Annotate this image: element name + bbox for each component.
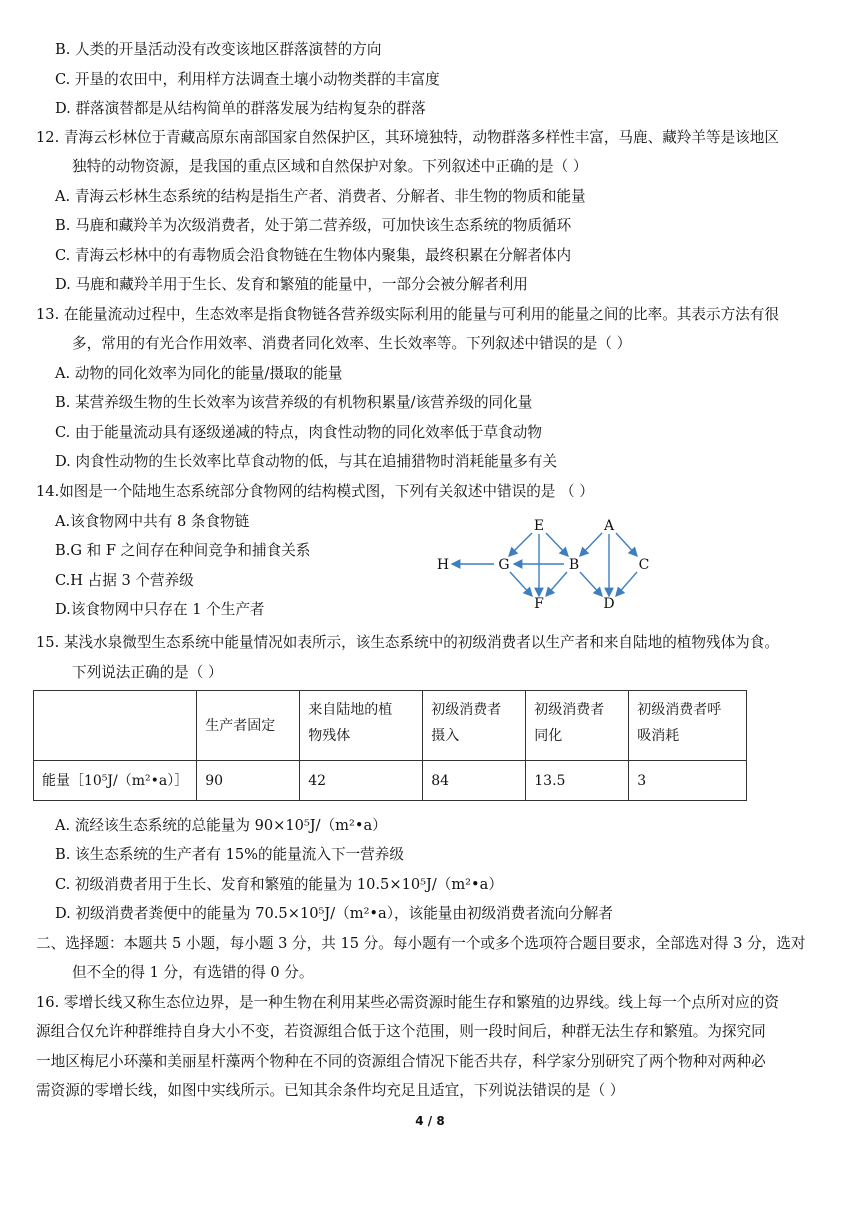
cell-land-plant-residue: 42 xyxy=(300,761,423,801)
edge-b-d xyxy=(580,572,602,596)
q13-stem-line2: 多，常用的有光合作用效率、消费者同化效率、生长效率等。下列叙述中错误的是（ ） xyxy=(72,335,632,352)
cell-primary-assimilated: 13.5 xyxy=(526,761,629,801)
q14-option-b: B.G 和 F 之间存在种间竞争和捕食关系 xyxy=(55,542,311,559)
node-e: E xyxy=(533,518,545,534)
edge-a-b xyxy=(580,533,602,556)
node-f: F xyxy=(534,596,544,612)
q15-stem-line1: 15. 某浅水泉微型生态系统中能量情况如表所示，该生态系统中的初级消费者以生产者和来自陆地的植物残体为食。 xyxy=(36,634,779,651)
header-primary-respiration: 初级消费者呼 吸消耗 xyxy=(629,691,747,761)
q14-option-c: C.H 占据 3 个营养级 xyxy=(55,572,194,589)
header-primary-ingested: 初级消费者 摄入 xyxy=(423,691,526,761)
q12-stem-line1: 12. 青海云杉林位于青藏高原东南部国家自然保护区，其环境独特，动物群落多样性丰富，马鹿、藏羚羊等是该地区 xyxy=(36,129,779,146)
energy-table xyxy=(33,690,747,801)
edge-g-f xyxy=(510,572,532,596)
node-b: B xyxy=(568,557,580,573)
q13-option-a: A. 动物的同化效率为同化的能量/摄取的能量 xyxy=(55,365,343,382)
q13-option-b: B. 某营养级生物的生长效率为该营养级的有机物积累量/该营养级的同化量 xyxy=(55,394,533,411)
header-primary-assimilated: 初级消费者 同化 xyxy=(526,691,629,761)
section2-instructions-line2: 但不全的得 1 分，有选错的得 0 分。 xyxy=(72,964,314,981)
node-d: D xyxy=(603,596,615,612)
node-a: A xyxy=(603,518,615,534)
q12-option-d: D. 马鹿和藏羚羊用于生长、发育和繁殖的能量中，一部分会被分解者利用 xyxy=(55,276,528,293)
q12-option-a: A. 青海云杉林生态系统的结构是指生产者、消费者、分解者、非生物的物质和能量 xyxy=(55,188,586,205)
food-web-diagram xyxy=(430,518,660,618)
cell-producer-fixed: 90 xyxy=(197,761,300,801)
edge-e-b xyxy=(546,533,568,556)
edge-b-f xyxy=(546,572,567,596)
node-g: G xyxy=(498,557,510,573)
q11-option-c: C. 开垦的农田中，利用样方法调查土壤小动物类群的丰富度 xyxy=(55,71,440,88)
q13-option-d: D. 肉食性动物的生长效率比草食动物的低，与其在追捕猎物时消耗能量多有关 xyxy=(55,453,558,470)
q14-option-d: D.该食物网中只存在 1 个生产者 xyxy=(55,601,265,618)
q13-option-c: C. 由于能量流动具有逐级递减的特点，肉食性动物的同化效率低于草食动物 xyxy=(55,424,542,441)
q15-option-a: A. 流经该生态系统的总能量为 90×10⁵J/（m²•a） xyxy=(55,817,387,834)
q16-stem-line1: 16. 零增长线又称生态位边界，是一种生物在利用某些必需资源时能生存和繁殖的边界线。线上每一个点所对应的资 xyxy=(36,994,779,1011)
q14-stem: 14.如图是一个陆地生态系统部分食物网的结构模式图，下列有关叙述中错误的是 （ ） xyxy=(36,483,594,500)
node-h: H xyxy=(436,557,450,573)
section2-instructions-line1: 二、选择题：本题共 5 小题，每小题 3 分，共 15 分。每小题有一个或多个选项符合题目要求，全部选对得 3 分，选对 xyxy=(36,935,806,952)
q14-option-a: A.该食物网中共有 8 条食物链 xyxy=(55,513,250,530)
q15-stem-line2: 下列说法正确的是（ ） xyxy=(72,664,223,681)
cell-primary-respiration: 3 xyxy=(629,761,747,801)
table-row xyxy=(34,761,747,801)
header-land-plant-residue: 来自陆地的植 物残体 xyxy=(300,691,423,761)
q12-option-b: B. 马鹿和藏羚羊为次级消费者，处于第二营养级，可加快该生态系统的物质循环 xyxy=(55,217,572,234)
edge-c-d xyxy=(616,572,637,596)
q15-option-d: D. 初级消费者粪便中的能量为 70.5×10⁵J/（m²•a），该能量由初级消费者流向分解者 xyxy=(55,905,613,922)
q12-option-c: C. 青海云杉林中的有毒物质会沿食物链在生物体内聚集，最终积累在分解者体内 xyxy=(55,247,572,264)
table-corner-cell xyxy=(34,691,197,761)
header-producer-fixed: 生产者固定 xyxy=(197,691,300,761)
q13-stem-line1: 13. 在能量流动过程中，生态效率是指食物链各营养级实际利用的能量与可利用的能量之间的比率。其表示方法有很 xyxy=(36,306,779,323)
q16-stem-line4: 需资源的零增长线，如图中实线所示。已知其余条件均充足且适宜，下列说法错误的是（ ） xyxy=(36,1082,625,1099)
edge-a-c xyxy=(616,533,637,556)
page-number: 4 / 8 xyxy=(415,1114,445,1128)
q15-option-b: B. 该生态系统的生产者有 15%的能量流入下一营养级 xyxy=(55,846,404,863)
row-label-energy: 能量［10⁵J/（m²•a）］ xyxy=(34,761,197,801)
node-c: C xyxy=(638,557,650,573)
table-header-row xyxy=(34,691,747,761)
q16-stem-line3: 一地区梅尼小环藻和美丽星杆藻两个物种在不同的资源组合情况下能否共存，科学家分别研究了两个物种对两种必 xyxy=(36,1053,766,1070)
q11-option-b: B. 人类的开垦活动没有改变该地区群落演替的方向 xyxy=(55,41,382,58)
edge-e-g xyxy=(509,533,532,556)
cell-primary-ingested: 84 xyxy=(423,761,526,801)
q15-option-c: C. 初级消费者用于生长、发育和繁殖的能量为 10.5×10⁵J/（m²•a） xyxy=(55,876,503,893)
q16-stem-line2: 源组合仅允许种群维持自身大小不变，若资源组合低于这个范围，则一段时间后，种群无法生存和繁殖。为探究同 xyxy=(36,1023,766,1040)
q12-stem-line2: 独特的动物资源，是我国的重点区域和自然保护对象。下列叙述中正确的是（ ） xyxy=(72,158,588,175)
q11-option-d: D. 群落演替都是从结构简单的群落发展为结构复杂的群落 xyxy=(55,100,426,117)
